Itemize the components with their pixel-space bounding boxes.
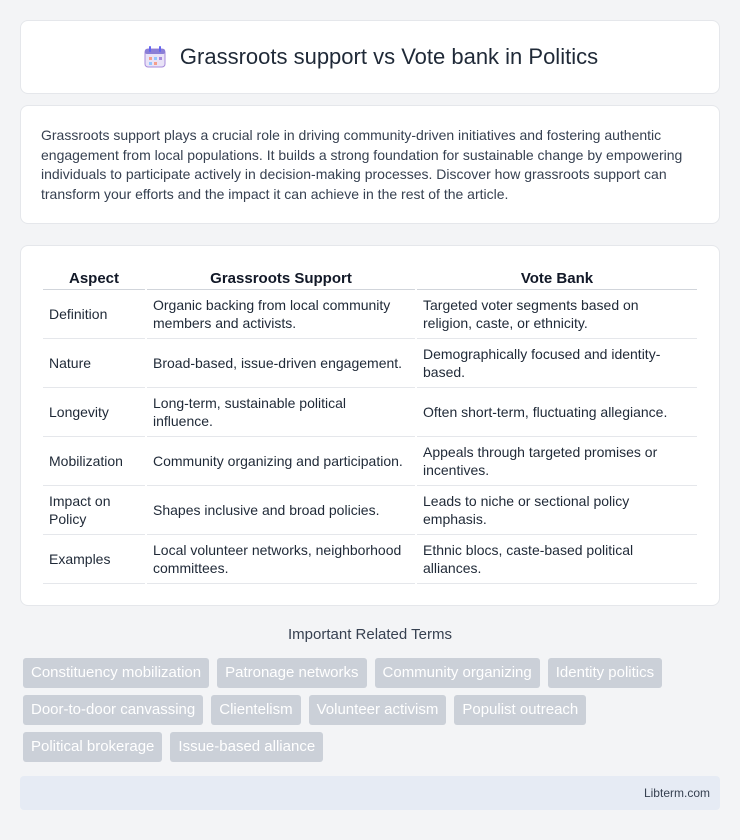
cell-grassroots: Community organizing and participation. xyxy=(147,437,415,486)
table-row xyxy=(43,486,697,535)
cell-aspect: Definition xyxy=(43,290,145,339)
term-tag[interactable]: Populist outreach xyxy=(454,695,586,725)
header-aspect: Aspect xyxy=(43,266,145,290)
table-row xyxy=(43,437,697,486)
cell-aspect: Longevity xyxy=(43,388,145,437)
term-tag[interactable]: Constituency mobilization xyxy=(23,658,209,688)
table-row xyxy=(43,290,697,339)
term-tag[interactable]: Clientelism xyxy=(211,695,300,725)
cell-aspect: Mobilization xyxy=(43,437,145,486)
term-tag[interactable]: Political brokerage xyxy=(23,732,162,762)
cell-grassroots: Shapes inclusive and broad policies. xyxy=(147,486,415,535)
cell-vote-bank: Leads to niche or sectional policy emphasis. xyxy=(417,486,697,535)
title-card xyxy=(20,20,720,94)
term-tag[interactable]: Volunteer activism xyxy=(309,695,447,725)
page-title: Grassroots support vs Vote bank in Politics xyxy=(179,44,599,69)
cell-vote-bank: Ethnic blocs, caste-based political alliances. xyxy=(417,535,697,584)
cell-vote-bank: Demographically focused and identity-based. xyxy=(417,339,697,388)
related-terms-heading: Important Related Terms xyxy=(288,626,452,643)
term-tag[interactable]: Patronage networks xyxy=(217,658,366,688)
term-tag[interactable]: Identity politics xyxy=(548,658,662,688)
intro-text: Grassroots support plays a crucial role in driving community-driven initiatives and fostering authentic engagement from local populations. It builds a strong foundation for sustainable change by empowering individuals to participate actively in decision-making processes. Discover how grassroots support can transform your efforts and the impact it can achieve in the rest of the article. xyxy=(41,127,683,202)
table-row xyxy=(43,339,697,388)
comparison-table-card xyxy=(20,245,720,606)
cell-aspect: Nature xyxy=(43,339,145,388)
cell-vote-bank: Appeals through targeted promises or incentives. xyxy=(417,437,697,486)
related-terms-list xyxy=(23,658,723,762)
cell-vote-bank: Often short-term, fluctuating allegiance. xyxy=(417,388,697,437)
term-tag[interactable]: Issue-based alliance xyxy=(170,732,323,762)
table-row xyxy=(43,535,697,584)
calendar-icon xyxy=(142,44,168,70)
footer-site-link[interactable]: Libterm.com xyxy=(643,786,710,800)
cell-grassroots: Long-term, sustainable political influence. xyxy=(147,388,415,437)
footer xyxy=(20,776,720,810)
cell-grassroots: Broad-based, issue-driven engagement. xyxy=(147,339,415,388)
cell-grassroots: Organic backing from local community members and activists. xyxy=(147,290,415,339)
cell-aspect: Examples xyxy=(43,535,145,584)
cell-grassroots: Local volunteer networks, neighborhood committees. xyxy=(147,535,415,584)
comparison-table xyxy=(41,266,699,584)
table-header-row xyxy=(43,266,697,290)
header-grassroots: Grassroots Support xyxy=(147,266,415,290)
intro-card xyxy=(20,105,720,224)
table-row xyxy=(43,388,697,437)
cell-vote-bank: Targeted voter segments based on religion, caste, or ethnicity. xyxy=(417,290,697,339)
header-vote-bank: Vote Bank xyxy=(417,266,697,290)
cell-aspect: Impact on Policy xyxy=(43,486,145,535)
term-tag[interactable]: Community organizing xyxy=(375,658,540,688)
term-tag[interactable]: Door-to-door canvassing xyxy=(23,695,203,725)
